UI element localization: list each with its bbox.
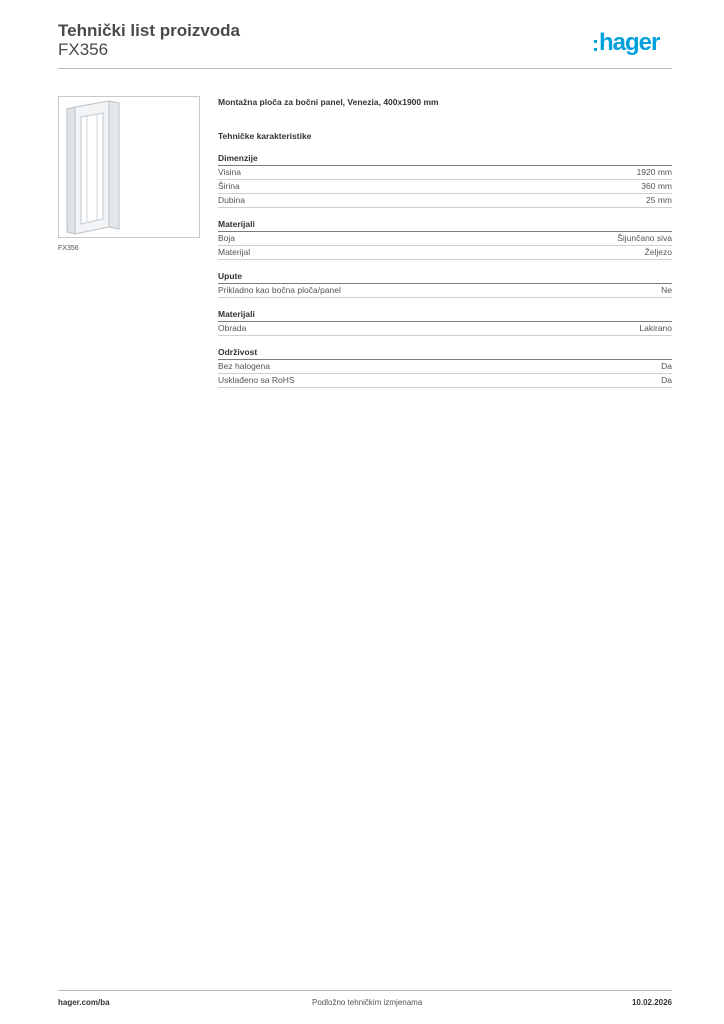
section-title: Dimenzije [218,153,672,166]
spec-row [218,166,672,180]
footer-divider [58,990,672,991]
section-title: Materijali [218,309,672,322]
spec-label: Usklađeno sa RoHS [218,375,295,385]
spec-row [218,360,672,374]
spec-section-sustainability [218,347,672,388]
characteristics-heading: Tehničke karakteristike [218,131,312,141]
product-image [58,96,200,238]
product-description: Montažna ploča za bočni panel, Venezia, 400x1900 mm [218,97,439,107]
mounting-plate-illustration [59,97,199,237]
spec-section-instructions [218,271,672,298]
spec-row [218,374,672,388]
section-title: Materijali [218,219,672,232]
spec-label: Obrada [218,323,247,333]
page-title: Tehnički list proizvoda [58,21,240,40]
image-caption: FX356 [58,245,79,252]
spec-value: Lakirano [639,323,672,333]
product-code: FX356 [58,40,109,59]
spec-value: 25 mm [646,195,672,205]
spec-section-materials [218,219,672,260]
footer-notice: Podložno tehničkim izmjenama [312,998,423,1007]
spec-row [218,180,672,194]
spec-value: Da [661,375,672,385]
section-title: Održivost [218,347,672,360]
spec-value: Ne [661,285,672,295]
spec-label: Bez halogena [218,361,270,371]
spec-label: Materijal [218,247,251,257]
footer-website-link[interactable]: hager.com/ba [58,998,110,1007]
footer-date: 10.02.2026 [631,998,672,1007]
spec-row [218,284,672,298]
header-divider [58,68,672,69]
spec-row [218,246,672,260]
spec-section-dimensions [218,153,672,208]
logo-dots-icon [594,40,597,51]
section-title: Upute [218,271,672,284]
spec-value: 1920 mm [636,167,672,177]
logo-text: hager [599,29,660,56]
spec-value: Šijunčano siva [617,233,672,243]
spec-value: 360 mm [641,181,672,191]
spec-section-finish [218,309,672,336]
spec-label: Visina [218,167,241,177]
spec-content [218,96,672,388]
spec-value: Da [661,361,672,371]
spec-label: Širina [218,181,240,191]
hager-logo[interactable] [594,30,659,56]
spec-row [218,322,672,336]
spec-row [218,232,672,246]
spec-value: Željezo [644,247,672,257]
spec-label: Boja [218,233,236,243]
spec-label: Dubina [218,195,245,205]
spec-row [218,194,672,208]
spec-label: Prikladno kao bočna ploča/panel [218,285,341,295]
